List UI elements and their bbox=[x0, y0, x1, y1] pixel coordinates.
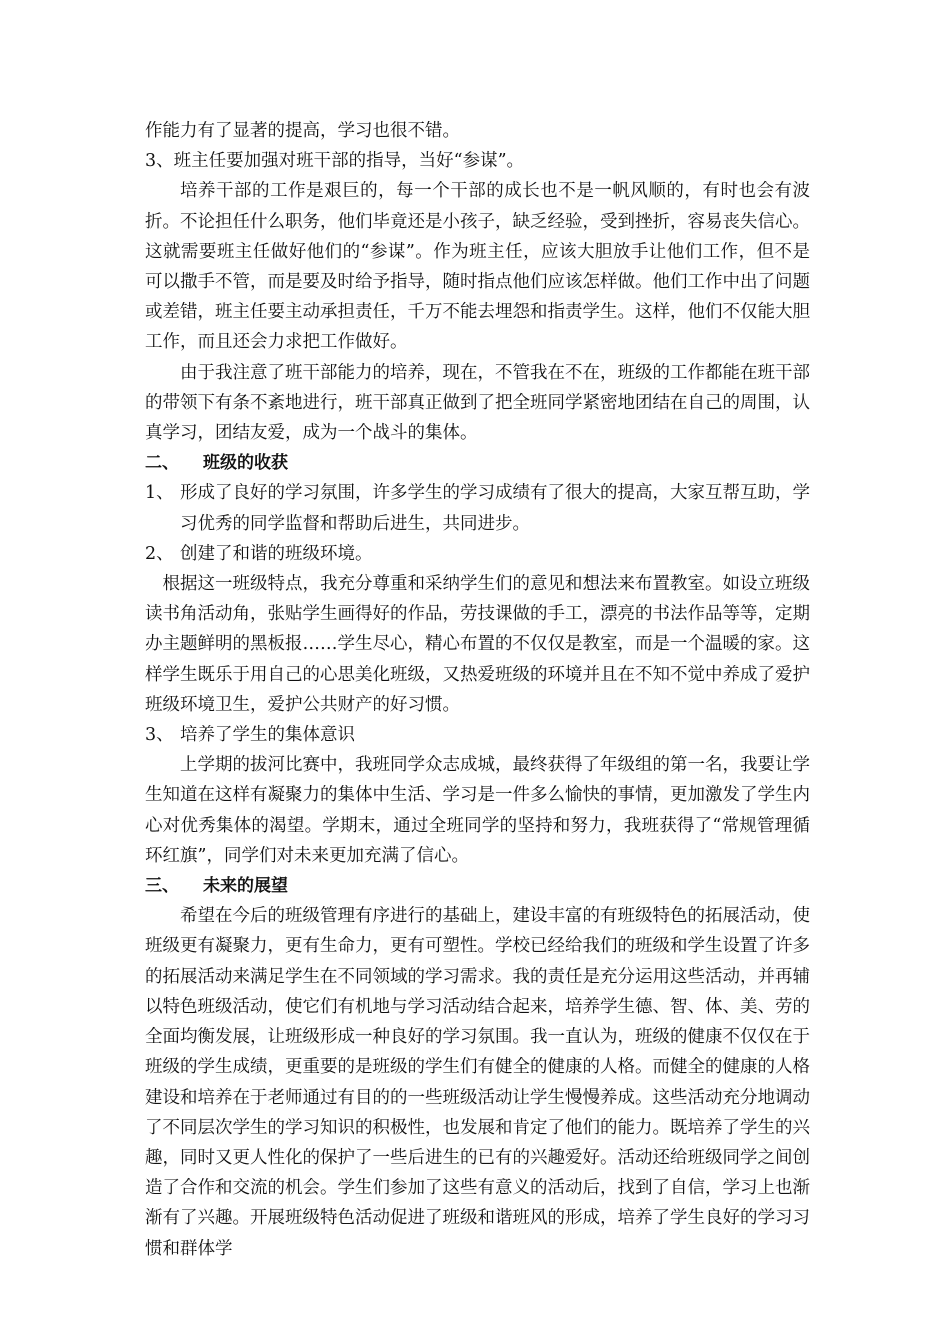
list-item-number: 3、 bbox=[145, 725, 174, 746]
list-item-text: 形成了良好的学习氛围，许多学生的学习成绩有了很大的提高，大家互帮互助，学习优秀的同学监督和帮助后进生，共同进步。 bbox=[180, 483, 810, 534]
paragraph-collective-awareness: 上学期的拔河比赛中，我班同学众志成城，最终获得了年级组的第一名，我要让学生知道在这样有凝聚力的集体中生活、学习是一件多么愉快的事情，更加激发了学生内心对优秀集体的渴望。学期末，通过全班同学的坚持和努力，我班获得了“常规管理循环红旗”，同学们对未来更加充满了信心。 bbox=[145, 755, 810, 866]
document-body bbox=[145, 116, 810, 1264]
paragraph-cadre-guidance: 培养干部的工作是艰巨的，每一个干部的成长也不是一帆风顺的，有时也会有波折。不论担任什么职务，他们毕竟还是小孩子，缺乏经验，受到挫折，容易丧失信心。这就需要班主任做好他们的“参谋”。作为班主任，应该大胆放手让他们工作，但不是可以撒手不管，而是要及时给予指导，随时指点他们应该怎样做。他们工作中出了问题或差错，班主任要主动承担责任，千万不能去埋怨和指责学生。这样，他们不仅能大胆工作，而且还会力求把工作做好。 bbox=[145, 181, 810, 353]
list-item-3 bbox=[145, 720, 810, 750]
subheading-item-3: 3、班主任要加强对班干部的指导，当好“参谋”。 bbox=[145, 151, 525, 172]
section-title: 班级的收获 bbox=[203, 453, 288, 474]
section-heading-harvest bbox=[145, 448, 810, 478]
list-item-1 bbox=[145, 478, 810, 538]
list-item-2 bbox=[145, 539, 810, 569]
list-item-number: 1、 bbox=[145, 483, 174, 504]
section-heading-outlook bbox=[145, 871, 810, 901]
list-item-text: 创建了和谐的班级环境。 bbox=[180, 543, 373, 564]
section-title: 未来的展望 bbox=[203, 876, 288, 897]
section-number: 三、 bbox=[145, 876, 179, 897]
section-number: 二、 bbox=[145, 453, 179, 474]
paragraph-continuation: 作能力有了显著的提高，学习也很不错。 bbox=[145, 121, 460, 141]
paragraph-classroom-environment: 根据这一班级特点，我充分尊重和采纳学生们的意见和想法来布置教室。如设立班级读书角活动角，张贴学生画得好的作品，劳技课做的手工，漂亮的书法作品等等，定期办主题鲜明的黑板报……学生尽心，精心布置的不仅仅是教室，而是一个温暖的家。这样学生既乐于用自己的心思美化班级，又热爱班级的环境并且在不知不觉中养成了爱护班级环境卫生，爱护公共财产的好习惯。 bbox=[145, 574, 810, 715]
list-item-number: 2、 bbox=[145, 543, 174, 564]
paragraph-cadre-result: 由于我注意了班干部能力的培养，现在，不管我在不在，班级的工作都能在班干部的带领下有条不紊地进行，班干部真正做到了把全班同学紧密地团结在自己的周围，认真学习，团结友爱，成为一个战斗的集体。 bbox=[145, 362, 810, 444]
list-item-text: 培养了学生的集体意识 bbox=[180, 725, 355, 746]
paragraph-future-outlook: 希望在今后的班级管理有序进行的基础上，建设丰富的有班级特色的拓展活动，使班级更有凝聚力，更有生命力，更有可塑性。学校已经给我们的班级和学生设置了许多的拓展活动来满足学生在不同领域的学习需求。我的责任是充分运用这些活动，并再辅以特色班级活动，使它们有机地与学习活动结合起来，培养学生德、智、体、美、劳的全面均衡发展，让班级形成一种良好的学习氛围。我一直认为，班级的健康不仅仅在于班级的学生成绩，更重要的是班级的学生们有健全的健康的人格。而健全的健康的人格建设和培养在于老师通过有目的的一些班级活动让学生慢慢养成。这些活动充分地调动了不同层次学生的学习知识的积极性，也发展和肯定了他们的能力。既培养了学生的兴趣，同时又更人性化的保护了一些后进生的已有的兴趣爱好。活动还给班级同学之间创造了合作和交流的机会。学生们参加了这些有意义的活动后，找到了自信，学习上也渐渐有了兴趣。开展班级特色活动促进了班级和谐班风的形成，培养了学生良好的学习习惯和群体学 bbox=[145, 906, 810, 1259]
